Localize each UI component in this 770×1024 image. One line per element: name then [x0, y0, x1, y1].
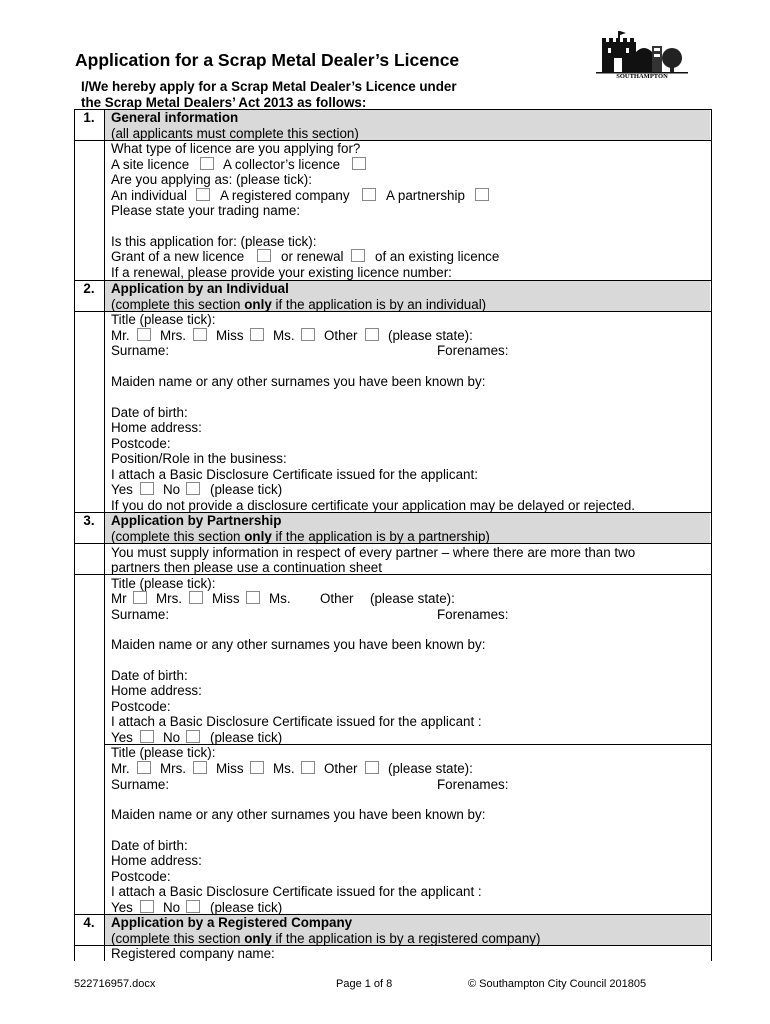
partnership-info-line-1: You must supply information in respect of every partner – where there are more than two — [111, 544, 636, 560]
dob-field[interactable]: Date of birth: — [111, 404, 188, 420]
council-logo — [596, 30, 688, 78]
title-question: Title (please tick): — [111, 312, 216, 327]
partner-a-dob-field[interactable]: Date of birth: — [111, 668, 188, 683]
section-1-subheading: (all applicants must complete this section) — [111, 125, 359, 141]
section-2-number: 2. — [83, 281, 95, 296]
partner-b-mr-label: Mr. — [111, 761, 130, 776]
footer-filename: 522716957.docx — [74, 978, 156, 990]
partner-b-other-label: Other — [324, 761, 358, 776]
section-2-subheading: (complete this section only if the application is by an individual) — [111, 296, 487, 312]
footer-copyright: © Southampton City Council 201805 — [468, 978, 647, 990]
partner-a-no-label: No — [163, 729, 181, 745]
section-3-number: 3. — [83, 513, 95, 528]
partner-b-title-question: Title (please tick): — [111, 745, 216, 760]
postcode-field[interactable]: Postcode: — [111, 435, 171, 451]
partnership-label: A partnership — [386, 188, 465, 203]
title-mr-checkbox[interactable] — [137, 328, 151, 341]
surname-field[interactable]: Surname: — [111, 343, 170, 358]
partner-a-mr-label: Mr — [111, 591, 127, 606]
partner-b-other-checkbox[interactable] — [365, 761, 379, 774]
partnership-checkbox[interactable] — [475, 188, 489, 201]
collector-licence-checkbox[interactable] — [352, 157, 366, 170]
collector-licence-label: A collector’s licence — [223, 157, 341, 172]
disclosure-no-checkbox[interactable] — [186, 482, 200, 495]
partner-a-address-field[interactable]: Home address: — [111, 683, 202, 698]
company-name-field[interactable]: Registered company name: — [111, 946, 275, 961]
site-licence-checkbox[interactable] — [200, 157, 214, 170]
partner-b-ms-label: Ms. — [273, 761, 295, 776]
partner-b-postcode-field[interactable]: Postcode: — [111, 868, 171, 884]
existing-licence-number-field[interactable]: If a renewal, please provide your existing licence number: — [111, 264, 452, 280]
partner-a-yes-label: Yes — [111, 729, 133, 745]
application-type-question: Is this application for: (please tick): — [111, 234, 317, 249]
partner-b-address-field[interactable]: Home address: — [111, 853, 202, 868]
site-licence-label: A site licence — [111, 157, 190, 172]
partner-a-disclosure-statement: I attach a Basic Disclosure Certificate issued for the applicant : — [111, 714, 482, 729]
partner-a-miss-label: Miss — [212, 591, 240, 606]
disclosure-warning: If you do not provide a disclosure certificate your application may be delayed or rejected. — [111, 497, 636, 513]
company-label: A registered company — [220, 188, 350, 203]
partner-a-mrs-label: Mrs. — [156, 591, 183, 606]
partner-b-forenames-field[interactable]: Forenames: — [437, 776, 509, 792]
partner-b-miss-checkbox[interactable] — [250, 761, 264, 774]
partner-a-other-label: Other — [320, 591, 354, 606]
title-ms-label: Ms. — [273, 327, 295, 343]
partner-a-mr-checkbox[interactable] — [133, 591, 147, 604]
partner-b-disclosure-statement: I attach a Basic Disclosure Certificate issued for the applicant : — [111, 884, 482, 899]
partner-b-mrs-label: Mrs. — [160, 761, 187, 776]
partner-b-miss-label: Miss — [216, 761, 244, 776]
council-logo-label: SOUTHAMPTON — [616, 73, 668, 78]
partner-b-mrs-checkbox[interactable] — [193, 761, 207, 774]
partner-b-other-state: (please state): — [388, 761, 473, 776]
title-other-state: (please state): — [388, 327, 473, 343]
partner-b-mr-checkbox[interactable] — [137, 761, 151, 774]
disclosure-yes-checkbox[interactable] — [140, 482, 154, 495]
position-field[interactable]: Position/Role in the business: — [111, 451, 287, 466]
partner-b-maiden-field[interactable]: Maiden name or any other surnames you have been known by: — [111, 807, 486, 822]
intro-text — [81, 79, 457, 110]
forenames-field[interactable]: Forenames: — [437, 343, 509, 358]
trading-name-field[interactable]: Please state your trading name: — [111, 203, 301, 218]
home-address-field[interactable]: Home address: — [111, 420, 202, 435]
partner-b-yes-checkbox[interactable] — [140, 900, 154, 913]
title-other-checkbox[interactable] — [365, 328, 379, 341]
renewal-checkbox[interactable] — [351, 249, 365, 262]
renewal-label: or renewal — [281, 249, 344, 264]
applying-as-question: Are you applying as: (please tick): — [111, 172, 312, 187]
section-3-subheading: (complete this section only if the application is by a partnership) — [111, 528, 490, 544]
partner-b-surname-field[interactable]: Surname: — [111, 776, 170, 792]
partner-a-postcode-field[interactable]: Postcode: — [111, 698, 171, 714]
section-3-heading: Application by Partnership — [111, 513, 282, 528]
intro-line-2: the Scrap Metal Dealers’ Act 2013 as follows: — [81, 94, 367, 110]
partner-a-miss-checkbox[interactable] — [246, 591, 260, 604]
section-1-number: 1. — [83, 110, 95, 125]
partner-b-tick-label: (please tick) — [210, 899, 283, 915]
section-4-number: 4. — [83, 915, 95, 930]
existing-licence-label: of an existing licence — [375, 249, 500, 264]
grant-checkbox[interactable] — [257, 249, 271, 262]
title-ms-checkbox[interactable] — [301, 328, 315, 341]
partner-a-forenames-field[interactable]: Forenames: — [437, 606, 509, 622]
footer-page-number: Page 1 of 8 — [336, 978, 393, 990]
partner-b-no-label: No — [163, 899, 181, 915]
section-4-subheading: (complete this section only if the application is by a registered company) — [111, 930, 541, 946]
section-4-heading: Application by a Registered Company — [111, 915, 353, 930]
please-tick-label: (please tick) — [210, 482, 283, 497]
section-2-heading: Application by an Individual — [111, 281, 289, 296]
partner-b-dob-field[interactable]: Date of birth: — [111, 838, 188, 853]
maiden-name-field[interactable]: Maiden name or any other surnames you have been known by: — [111, 374, 486, 389]
partnership-info-line-2: partners then please use a continuation sheet — [111, 559, 382, 575]
partner-a-no-checkbox[interactable] — [186, 730, 200, 743]
title-miss-checkbox[interactable] — [250, 328, 264, 341]
partner-a-tick-label: (please tick) — [210, 729, 283, 745]
partner-a-mrs-checkbox[interactable] — [189, 591, 203, 604]
partner-a-surname-field[interactable]: Surname: — [111, 606, 170, 622]
partner-a-ms-label: Ms. — [269, 591, 291, 606]
partner-b-ms-checkbox[interactable] — [301, 761, 315, 774]
partner-a-maiden-field[interactable]: Maiden name or any other surnames you have been known by: — [111, 637, 486, 652]
document-title: Application for a Scrap Metal Dealer’s Licence — [75, 50, 460, 70]
intro-line-1: I/We hereby apply for a Scrap Metal Dealer’s Licence under — [81, 79, 457, 94]
partner-a-other-state: (please state): — [370, 591, 455, 606]
section-1-heading: General information — [111, 110, 239, 125]
grant-label: Grant of a new licence — [111, 249, 245, 264]
title-other-label: Other — [324, 327, 358, 343]
title-mr-label: Mr. — [111, 327, 130, 343]
individual-checkbox[interactable] — [196, 188, 210, 201]
title-miss-label: Miss — [216, 327, 244, 343]
disclosure-statement: I attach a Basic Disclosure Certificate issued for the applicant: — [111, 466, 478, 482]
partner-a-yes-checkbox[interactable] — [140, 730, 154, 743]
individual-label: An individual — [111, 188, 187, 203]
partner-b-yes-label: Yes — [111, 899, 133, 915]
disclosure-no-label: No — [163, 482, 181, 497]
partner-a-title-question: Title (please tick): — [111, 575, 216, 591]
company-checkbox[interactable] — [362, 188, 376, 201]
disclosure-yes-label: Yes — [111, 482, 133, 497]
partner-b-no-checkbox[interactable] — [186, 900, 200, 913]
licence-type-question: What type of licence are you applying for? — [111, 141, 361, 156]
title-mrs-checkbox[interactable] — [193, 328, 207, 341]
title-mrs-label: Mrs. — [160, 327, 187, 343]
